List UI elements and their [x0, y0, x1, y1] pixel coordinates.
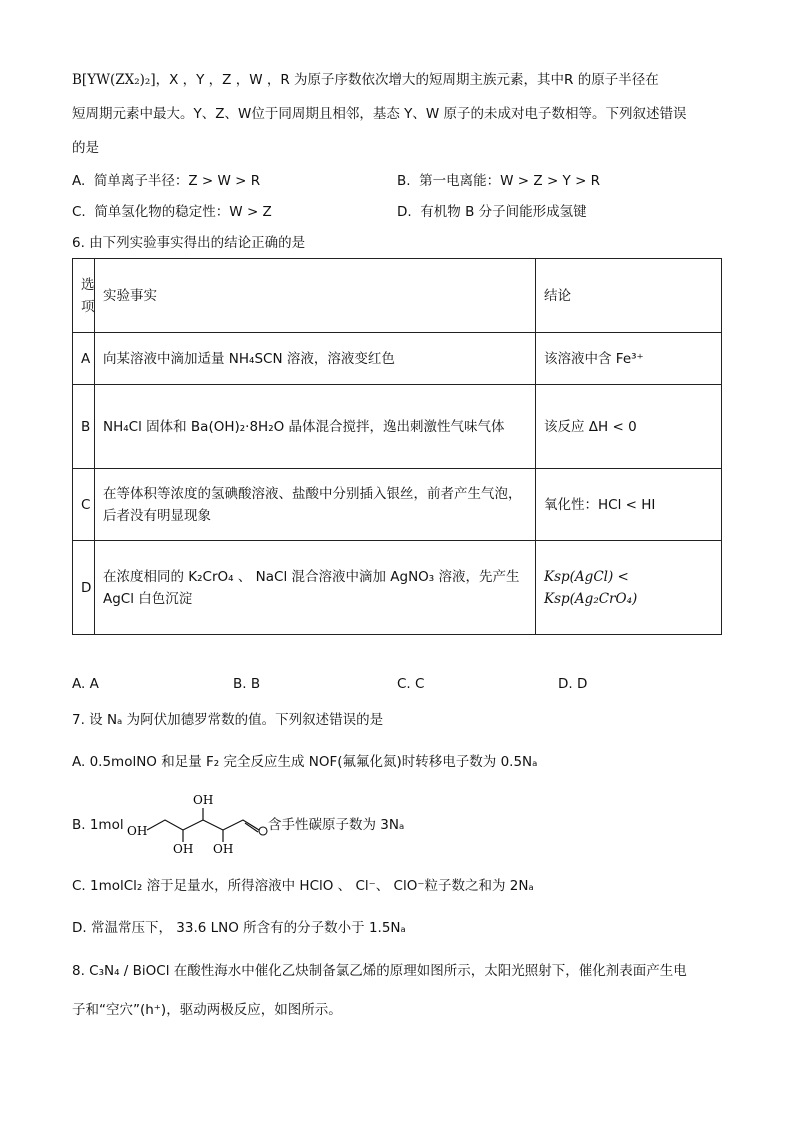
q5-line-3: 的是: [72, 140, 99, 156]
q5-line-1-text: ，X ，Y ，Z ，W ，R 为原子序数依次增大的短周期主族元素，其中R 的原子半径在: [155, 72, 659, 88]
carbon-chain-bond: [147, 820, 259, 830]
q6-answer-c: C. C: [397, 676, 425, 692]
q7-option-a: A. 0.5molNO 和足量 F₂ 完全反应生成 NOF(氟氟化氮)时转移电子数为 0.5Nₐ: [72, 754, 538, 770]
q7-option-c: C. 1molCl₂ 溶于足量水，所得溶液中 HClO 、 Cl⁻、 ClO⁻粒子数之和为 2Nₐ: [72, 878, 534, 894]
table-row: [73, 469, 722, 541]
q8-line-1: 8. C₃N₄ / BiOCl 在酸性海水中催化乙炔制备氯乙烯的原理如图所示，太阳光照射下，催化剂表面产生电: [72, 963, 687, 979]
row-conclusion: 氧化性：HCl < HI: [536, 469, 722, 541]
q8-line-2: 子和“空穴”(h⁺)，驱动两极反应，如图所示。: [72, 1002, 342, 1018]
row-fact: 在浓度相同的 K₂CrO₄ 、 NaCl 混合溶液中滴加 AgNO₃ 溶液，先产生 AgCl 白色沉淀: [95, 541, 536, 635]
row-fact: 向某溶液中滴加适量 NH₄SCN 溶液，溶液变红色: [95, 333, 536, 385]
q5-option-a: A. 简单离子半径：Z > W > R: [72, 173, 261, 189]
row-option: D: [73, 541, 95, 635]
q6-answer-a: A. A: [72, 676, 99, 692]
table-row: [73, 541, 722, 635]
q5-formula: B[YW(ZX₂)₂]: [72, 72, 156, 88]
q5-line-1: [72, 70, 659, 90]
header-fact: 实验事实: [95, 259, 536, 333]
q5-option-d: D. 有机物 B 分子间能形成氢键: [397, 204, 587, 220]
table-row: [73, 333, 722, 385]
row-option: C: [73, 469, 95, 541]
q6-answer-b: B. B: [233, 676, 261, 692]
q6-title: 6. 由下列实验事实得出的结论正确的是: [72, 235, 306, 251]
table-header-row: [73, 259, 722, 333]
q6-answer-d: D. D: [558, 676, 588, 692]
row-fact: 在等体积等浓度的氢碘酸溶液、盐酸中分别插入银丝，前者产生气泡，后者没有明显现象: [95, 469, 536, 541]
row-option: A: [73, 333, 95, 385]
q5-option-c: C. 简单氢化物的稳定性：W > Z: [72, 204, 272, 220]
table-row: [73, 385, 722, 469]
header-conclusion: 结论: [536, 259, 722, 333]
oh-label: OH: [127, 824, 148, 838]
q7-option-b-tail: 含手性碳原子数为 3Nₐ: [268, 817, 405, 833]
molecule-structure: [125, 790, 275, 856]
carbonyl-oxygen: [259, 827, 267, 835]
row-conclusion: 该溶液中含 Fe³⁺: [536, 333, 722, 385]
oh-label: OH: [193, 793, 214, 807]
oh-label: OH: [173, 842, 194, 856]
row-option: B: [73, 385, 95, 469]
header-option: 选项: [73, 259, 95, 333]
oh-label: OH: [213, 842, 234, 856]
row-fact: NH₄Cl 固体和 Ba(OH)₂·8H₂O 晶体混合搅拌，逸出刺激性气味气体: [95, 385, 536, 469]
q7-option-d: D. 常温常压下， 33.6 LNO 所含有的分子数小于 1.5Nₐ: [72, 920, 406, 936]
row-conclusion: Ksp(AgCl) < Ksp(Ag₂CrO₄): [536, 541, 722, 635]
q7-title: 7. 设 Nₐ 为阿伏加德罗常数的值。下列叙述错误的是: [72, 712, 384, 728]
row-conclusion: 该反应 ΔH < 0: [536, 385, 722, 469]
q5-option-b: B. 第一电离能：W > Z > Y > R: [397, 173, 601, 189]
q6-table: [72, 258, 722, 635]
q5-line-2: 短周期元素中最大。Y、Z、W位于同周期且相邻，基态 Y、W 原子的未成对电子数相等。下列叙述错误: [72, 106, 687, 122]
q7-option-b-label: B. 1mol: [72, 817, 124, 833]
